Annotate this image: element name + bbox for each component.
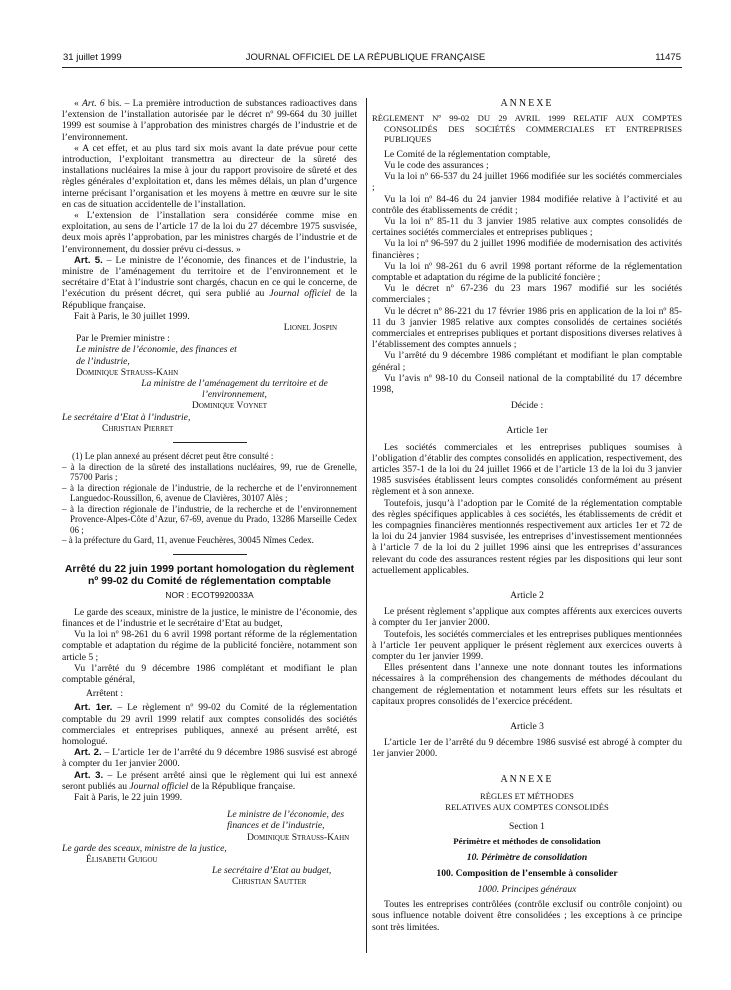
column-divider [366,98,367,953]
signature-name-strauss-kahn: Dominique Strauss-Kahn [76,366,179,378]
separator-rule [173,554,247,555]
footnote-item: – à la direction régionale de l’industrie, de la recherche et de l’environnement Provence-Alpes-Côte d’Azur, 67-69, avenue du Prado, 13286 Marseille Cedex 06 ; [62,503,357,535]
fait-date-1: Fait à Paris, le 30 juillet 1999. [74,310,190,322]
article1-paragraph: Les sociétés commerciales et les entreprises publiques soumises à l’obligation d’établir des comptes consolidés en application, respectivement, des articles 357-1 de la loi du 24 juillet 1966 et de l’article 13 de la loi du 3 janvier 1985 susvisées établissent leurs comptes consolidés conformément au présent règlement et à son annexe. [372,441,682,498]
signature-title-economie-2: Le ministre de l’économie, des finances et de l’industrie, [227,809,345,832]
arretent-label: Arrêtent : [86,688,124,700]
regles-heading: RÈGLES ET MÉTHODES [480,790,574,801]
visa-line: Vu la loi nº 85-11 du 3 janvier 1985 relative aux comptes consolidés de certaines sociétés commerciales et entreprises publiques ; [372,215,682,239]
annexe-heading-2: ANNEXE [500,773,554,785]
article2-paragraph: Toutefois, les sociétés commerciales et les entreprises publiques mentionnées à l’article 1er peuvent appliquer le présent règlement aux exercices ouverts à compter du 1er janvier 1999. [372,628,682,663]
annexe-heading: ANNEXE [500,98,554,109]
visa-line: Le Comité de la réglementation comptable, [384,148,551,160]
signature-name-voynet: Dominique Voynet [191,400,268,412]
footnote-item: – à la direction régionale de l’industrie, de la recherche et de l’environnement Languedoc-Roussillon, 6, avenue de Clavières, 30107 Alès ; [62,482,357,504]
signature-title-industrie: Le secrétaire d’Etat à l’industrie, [62,411,191,423]
art6bis-paragraph-3: « L’extension de l’installation sera considérée comme mise en exploitation, au sens de l’article 17 de la loi du 27 décembre 1975 susvisée, deux mois après l’approbation, par les ministres chargés de l’industrie et de l’environnement, du dossier prévu ci-dessus. » [62,210,357,255]
perimetre-heading: Périmètre et méthodes de consolidation [453,836,601,847]
footnote-block [62,451,357,546]
visa-line: Vu la loi nº 96-597 du 2 juillet 1996 modifiée de modernisation des activités financières ; [372,238,682,261]
article2-paragraph: Art. 2. – L’article 1er de l’arrêté du 9 décembre 1986 susvisé est abrogé à compter du 1er janvier 2000. [62,747,357,770]
visa-line: Vu l’arrêté du 9 décembre 1986 complétant et modifiant le plan comptable général ; [372,350,682,373]
article3-paragraph: Art. 3. – Le présent arrêté ainsi que le règlement qui lui est annexé seront publiés au Journal officiel de la République française. [62,769,357,792]
regles-heading-2: RELATIVES AUX COMPTES CONSOLIDÉS [445,802,609,813]
left-column [62,98,357,888]
s100-heading: 100. Composition de l’ensemble à consolider [436,867,618,879]
article2-paragraph: Elles présentent dans l’annexe une note donnant toutes les informations nécessaires à la compréhension des changements de méthodes découlant du changement de réglementation et notamment leurs effets sur les résultats et capitaux propres consolidés de l’exercice précédent. [372,662,682,707]
signature-title-economie: Le ministre de l’économie, des finances et de l’industrie, [76,344,237,367]
art6bis-paragraph: « Art. 6 bis. – La première introduction de substances radioactives dans l’extension de l’installation autorisée par le décret nº 99-664 du 30 juillet 1999 est soumise à l’approbation des ministres chargés de l’industrie et de l’environnement. [62,98,357,143]
article1-paragraph: Art. 1er. – Le règlement nº 99-02 du Comité de la réglementation comptable du 29 avril 1999 relatif aux comptes consolidés des sociétés commerciales et entreprises publiques, annexé au présent arrêté, est homologué. [62,702,357,748]
s1000-heading: 1000. Principes généraux [477,884,577,896]
visa-paragraph: Vu l’arrêté du 9 décembre 1986 complétant et modifiant le plan comptable général, [62,662,357,686]
visa-line: Vu le décret nº 67-236 du 23 mars 1967 modifié sur les sociétés commerciales ; [372,283,682,306]
signature-title-amenagement: La ministre de l’aménagement du territoire et de l’environnement, [141,378,328,401]
visa-line: Vu le décret nº 86-221 du 17 février 1986 pris en application de la loi nº 85-11 du 3 janvier 1985 relative aux comptes consolidés de certaines sociétés commerciales et entreprises publiques et portant dispositions diverses relatives à l’établissement des comptes annuels ; [372,305,682,351]
fait-date-2: Fait à Paris, le 22 juin 1999. [74,792,183,804]
art6bis-paragraph-2: « A cet effet, et au plus tard six mois avant la date prévue pour cette introduction, l’exploitant transmettra au directeur de la sûreté des installations nucléaires la mise à jour du rapport provisoire de sûreté et des règles générales d’exploitation et, dans les mêmes délais, un plan d’urgence interne précisant l’organisation et les moyens à mettre en œuvre sur le site en cas de situation accidentelle de l’installation. [62,142,357,210]
arrete-title: Arrêté du 22 juin 1999 portant homologation du règlement nº 99-02 du Comité de réglementation comptable [64,562,355,587]
footnote-item: – à la préfecture du Gard, 11, avenue Feuchères, 30045 Nîmes Cedex. [62,535,314,546]
final-paragraph: Toutes les entreprises contrôlées (contrôle exclusif ou contrôle conjoint) ou sous influence notable doivent être consolidées ; les exceptions à ce principe sont très limitées. [372,899,682,933]
visa-line: Vu la loi nº 84-46 du 24 janvier 1984 modifiée relative à l’activité et au contrôle des établissements de crédit ; [372,193,682,216]
right-column [372,98,682,933]
visa-paragraph: Le garde des sceaux, ministre de la justice, le ministre de l’économie, des finances et de l’industrie et le secrétaire d’Etat au budget, [62,606,357,629]
nor-reference: NOR : ECOT9920033A [165,589,254,600]
visa-line: Vu la loi nº 66-537 du 24 juillet 1966 modifiée sur les sociétés commerciales ; [372,171,682,194]
header-date: 31 juillet 1999 [63,52,122,63]
signature-title-budget: Le secrétaire d’Etat au budget, [212,865,332,877]
visa-paragraph: Vu la loi nº 98-261 du 6 avril 1998 portant réforme de la réglementation comptable et adaptation du régime de la publicité foncière, notamment son article 5 ; [62,629,357,663]
section-1-heading: Section 1 [509,821,545,833]
article1-heading: Article 1er [506,425,548,437]
art5-paragraph: Art. 5. – Le ministre de l’économie, des finances et de l’industrie, la ministre de l’aménagement du territoire et de l’environnement et le secrétaire d’Etat à l’industrie sont chargés, chacun en ce qui le concerne, de l’exécution du présent décret, qui sera publié au Journal officiel de la République française. [62,254,357,311]
header-journal-title: JOURNAL OFFICIEL DE LA RÉPUBLIQUE FRANÇAISE [245,52,486,63]
header-rule [62,67,682,68]
article3-paragraph: L’article 1er de l’arrêté du 9 décembre 1986 susvisé est abrogé à compter du 1er janvier 2000. [372,737,682,760]
article2-heading: Article 2 [510,590,544,602]
article1-paragraph: Toutefois, jusqu’à l’adoption par le Comité de la réglementation comptable des règles spécifiques applicables à ces sociétés, les établissements de crédit et les compagnies financières mentionnés respectivement aux articles 1er et 72 de la loi du 24 janvier 1984 susvisée, les entreprises d’investissement mentionnées à l’article 7 de la loi du 2 juillet 1996 ainsi que les entreprises d’assurances relevant du code des assurances restent régies par les dispositions qui leur sont actuellement applicables. [372,497,682,576]
header-page-number: 11475 [655,52,681,63]
signature-name-guigou: Élisabeth Guigou [86,854,158,866]
signature-title-justice: Le garde des sceaux, ministre de la justice, [62,842,227,854]
signature-jospin: Lionel Jospin [283,322,337,334]
article3-heading: Article 3 [510,721,544,733]
article2-paragraph: Le présent règlement s’applique aux comptes afférents aux exercices ouverts à compter du 1er janvier 2000. [372,606,682,629]
par-premier-ministre: Par le Premier ministre : [76,333,170,345]
footnote-line: (1) Le plan annexé au présent décret peut être consulté : [72,451,274,462]
separator-rule [173,442,247,443]
decide-label: Décide : [510,400,544,412]
s10-heading: 10. Périmètre de consolidation [466,851,588,863]
visa-line: Vu l’avis nº 98-10 du Conseil national de la comptabilité du 17 décembre 1998, [372,372,682,395]
reglement-title: RÈGLEMENT Nº 99-02 DU 29 AVRIL 1999 RELATIF AUX COMPTES CONSOLIDÉS DES SOCIÉTÉS COMMERCIALES ET ENTREPRISES PUBLIQUES [372,113,682,145]
visa-line: Vu le code des assurances ; [384,159,489,171]
signature-name-pierret: Christian Pierret [102,422,174,434]
footnote-item: – à la direction de la sûreté des installations nucléaires, 99, rue de Grenelle, 75700 Paris ; [62,461,357,483]
signature-name-sautter: Christian Sautter [232,876,307,888]
page-header [0,52,731,66]
signature-name-strauss-kahn-2: Dominique Strauss-Kahn [247,831,350,843]
visa-line: Vu la loi nº 98-261 du 6 avril 1998 portant réforme de la réglementation comptable et adaptation du régime de la publicité foncière ; [372,260,682,283]
